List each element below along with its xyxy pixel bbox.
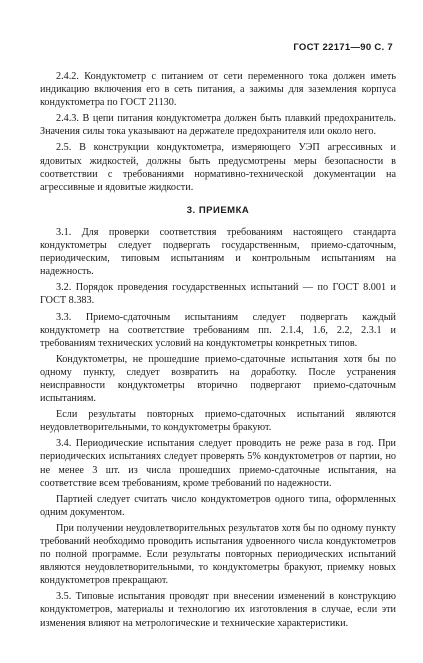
paragraph-2-4-2: 2.4.2. Кондуктометр с питанием от сети переменного тока должен иметь индикацию включения его в сеть питания, а зажимы для заземления корпуса кондуктометра по ГОСТ 21130.	[40, 71, 396, 109]
paragraph-2-4-3: 2.4.3. В цепи питания кондуктометра должен быть плавкий предохранитель. Значения силы тока указывают на держателе предохранителя или около него.	[40, 113, 396, 138]
paragraph-unsatisfactory: При получении неудовлетворительных результатов хотя бы по одному пункту требований необходимо проводить испытания удвоенного числа кондуктометров по полной программе. Если результаты повторных периодических испытаний являются неудовлетворительными, то кондуктометры бракуют, приемку новых кондуктометров прекращают.	[40, 522, 396, 587]
paragraph-3-4: 3.4. Периодические испытания следует проводить не реже раза в год. При периодических испытаниях следует проверять 5% кондуктометров от партии, но не менее 3 шт. из числа прошедших приемо-сдаточные испытания, на соответствие всем требованиям, кроме требований по надежности.	[40, 438, 396, 489]
paragraph-rework: Кондуктометры, не прошедшие приемо-сдаточные испытания хотя бы по одному пункту, следует возвратить на доработку. После устранения неисправности кондуктометры вторично подвергают приемо-сдаточным испытаниям.	[40, 353, 396, 405]
paragraph-2-5: 2.5. В конструкции кондуктометра, измеряющего УЭП агрессивных и ядовитых жидкостей, должны быть предусмотрены меры безопасности в соответствии с требованиями нормативно-технической документации на агрессивные и ядовитые жидкости.	[40, 142, 396, 193]
paragraph-reject: Если результаты повторных приемо-сдаточных испытаний являются неудовлетворительными, то кондуктометры бракуют.	[40, 409, 396, 434]
paragraph-batch: Партией следует считать число кондуктометров одного типа, оформленных одним документом.	[40, 493, 396, 518]
paragraph-3-5: 3.5. Типовые испытания проводят при внесении изменений в конструкцию кондуктометров, материалы и технологию их изготовления в случае, если эти изменения влияют на метрологические и технические характеристики.	[40, 591, 396, 629]
page-header: ГОСТ 22171—90 С. 7	[293, 42, 393, 53]
document-body	[40, 70, 396, 630]
paragraph-3-2: 3.2. Порядок проведения государственных испытаний — по ГОСТ 8.001 и ГОСТ 8.383.	[40, 282, 396, 307]
paragraph-3-1: 3.1. Для проверки соответствия требованиям настоящего стандарта кондуктометры следует подвергать государственным, приемо-сдаточным, периодическим, типовым испытаниям и контрольным испытаниям на надежность.	[40, 226, 396, 278]
paragraph-3-3: 3.3. Приемо-сдаточным испытаниям следует подвергать каждый кондуктометр на соответствие требованиям пп. 2.1.4, 1.6, 2.2, 2.3.1 и требованиям технических условий на кондуктометры конкретных типов.	[40, 311, 396, 349]
section-title: 3. ПРИЕМКА	[186, 204, 250, 216]
